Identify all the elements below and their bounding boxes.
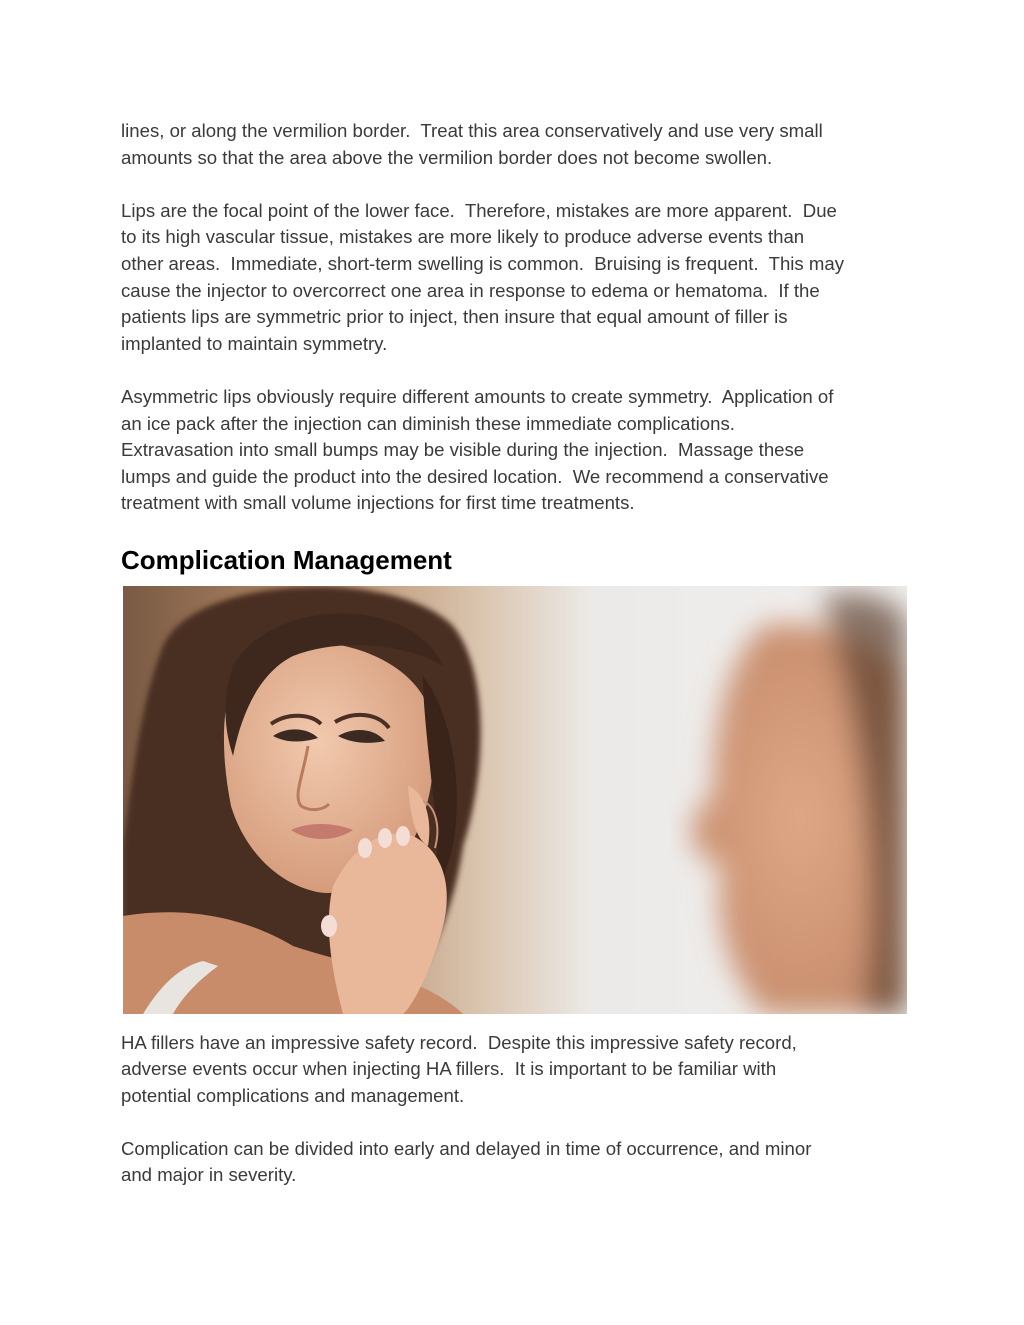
paragraph (121, 1136, 911, 1189)
text-line: lines, or along the vermilion border. Treat this area conservatively and use very small (121, 120, 823, 141)
text-line: an ice pack after the injection can diminish these immediate complications. (121, 412, 735, 434)
text-line: patients lips are symmetric prior to inject, then insure that equal amount of filler is (121, 306, 788, 328)
text-line: lumps and guide the product into the desired location. We recommend a conservative (121, 465, 829, 487)
text-line: treatment with small volume injections for first time treatments. (121, 492, 635, 514)
text-line: and major in severity. (121, 1164, 297, 1186)
text-line: Asymmetric lips obviously require different amounts to create symmetry. Application of (121, 385, 834, 407)
text-line: implanted to maintain symmetry. (121, 332, 388, 354)
text-line: Complication can be divided into early and delayed in time of occurrence, and minor (121, 1137, 812, 1159)
paragraph (121, 198, 911, 358)
text-line: HA fillers have an impressive safety record. Despite this impressive safety record, (121, 1031, 797, 1053)
document-page (121, 118, 911, 1216)
text-line: potential complications and management. (121, 1084, 465, 1106)
text-line: other areas. Immediate, short-term swelling is common. Bruising is frequent. This may (121, 252, 845, 274)
text-line: adverse events occur when injecting HA fillers. It is important to be familiar with (121, 1058, 777, 1080)
text-line: cause the injector to overcorrect one area in response to edema or hematoma. If the (121, 279, 820, 301)
text-line: to its high vascular tissue, mistakes are more likely to produce adverse events than (121, 226, 805, 248)
text-line: amounts so that the area above the vermilion border does not become swollen. (121, 146, 773, 168)
paragraph (121, 118, 911, 171)
text-line: Lips are the focal point of the lower face. Therefore, mistakes are more apparent. Due (121, 199, 837, 221)
woman-mirror-photo (123, 586, 907, 1014)
text-line: Extravasation into small bumps may be visible during the injection. Massage these (121, 439, 805, 461)
section-heading: Complication Management (121, 544, 452, 575)
paragraph (121, 384, 911, 517)
paragraph (121, 1030, 911, 1110)
